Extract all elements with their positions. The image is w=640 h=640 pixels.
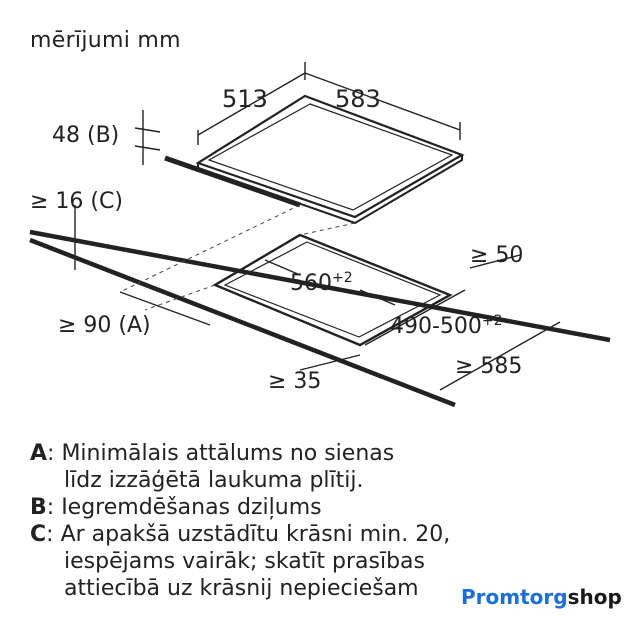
legend-item-b: B: Iegremdēšanas dziļums	[30, 495, 322, 520]
legend-key: C	[30, 522, 47, 547]
dim-front-clearance: ≥ 585	[455, 354, 523, 379]
dim-cutout-depth-tol: +2	[481, 313, 503, 329]
legend-text: Ar apakšā uzstādītu krāsni min. 20,	[60, 522, 451, 547]
dim-front-edge: ≥ 35	[268, 369, 322, 394]
dim-wall-distance: ≥ 90 (A)	[58, 313, 151, 338]
watermark-part1: Promtorg	[461, 585, 568, 609]
dim-height: 48 (B)	[52, 123, 120, 148]
dim-width-top: 513	[222, 85, 268, 113]
legend-key: A	[30, 441, 48, 466]
legend-item-a-cont	[30, 467, 450, 494]
legend-text: iespējams vairāk; skatīt prasības	[64, 549, 426, 574]
legend-item-a: A: Minimālais attālums no sienas	[30, 441, 395, 466]
dim-cutout-depth	[390, 313, 503, 339]
dim-cutout-depth-base: 490-500	[390, 314, 482, 339]
dim-cutout-width-tol: +2	[332, 270, 353, 286]
legend-text: līdz izzāģētā laukuma plītij.	[64, 468, 364, 493]
legend-item-c-cont	[30, 548, 450, 575]
dim-gap-c: ≥ 16 (C)	[30, 189, 123, 214]
legend-item-c-cont	[30, 575, 450, 602]
dim-cutout-width-base: 560	[290, 271, 332, 296]
units-label: mērījumi mm	[30, 28, 181, 53]
legend-key: B	[30, 495, 47, 520]
dim-right-clearance: ≥ 50	[470, 243, 524, 268]
promtorgshop-watermark	[455, 583, 628, 611]
dimension-lines	[75, 62, 560, 390]
legend-item-c: C: Ar apakšā uzstādītu krāsni min. 20,	[30, 522, 451, 547]
legend-text: attiecībā uz krāsnij nepieciešam	[64, 576, 419, 601]
legend-text: Iegremdēšanas dziļums	[61, 495, 322, 520]
legend-text: Minimālais attālums no sienas	[61, 441, 395, 466]
legend	[30, 440, 450, 602]
dim-depth-top: 583	[335, 85, 381, 113]
watermark-part2: shop	[567, 585, 622, 609]
